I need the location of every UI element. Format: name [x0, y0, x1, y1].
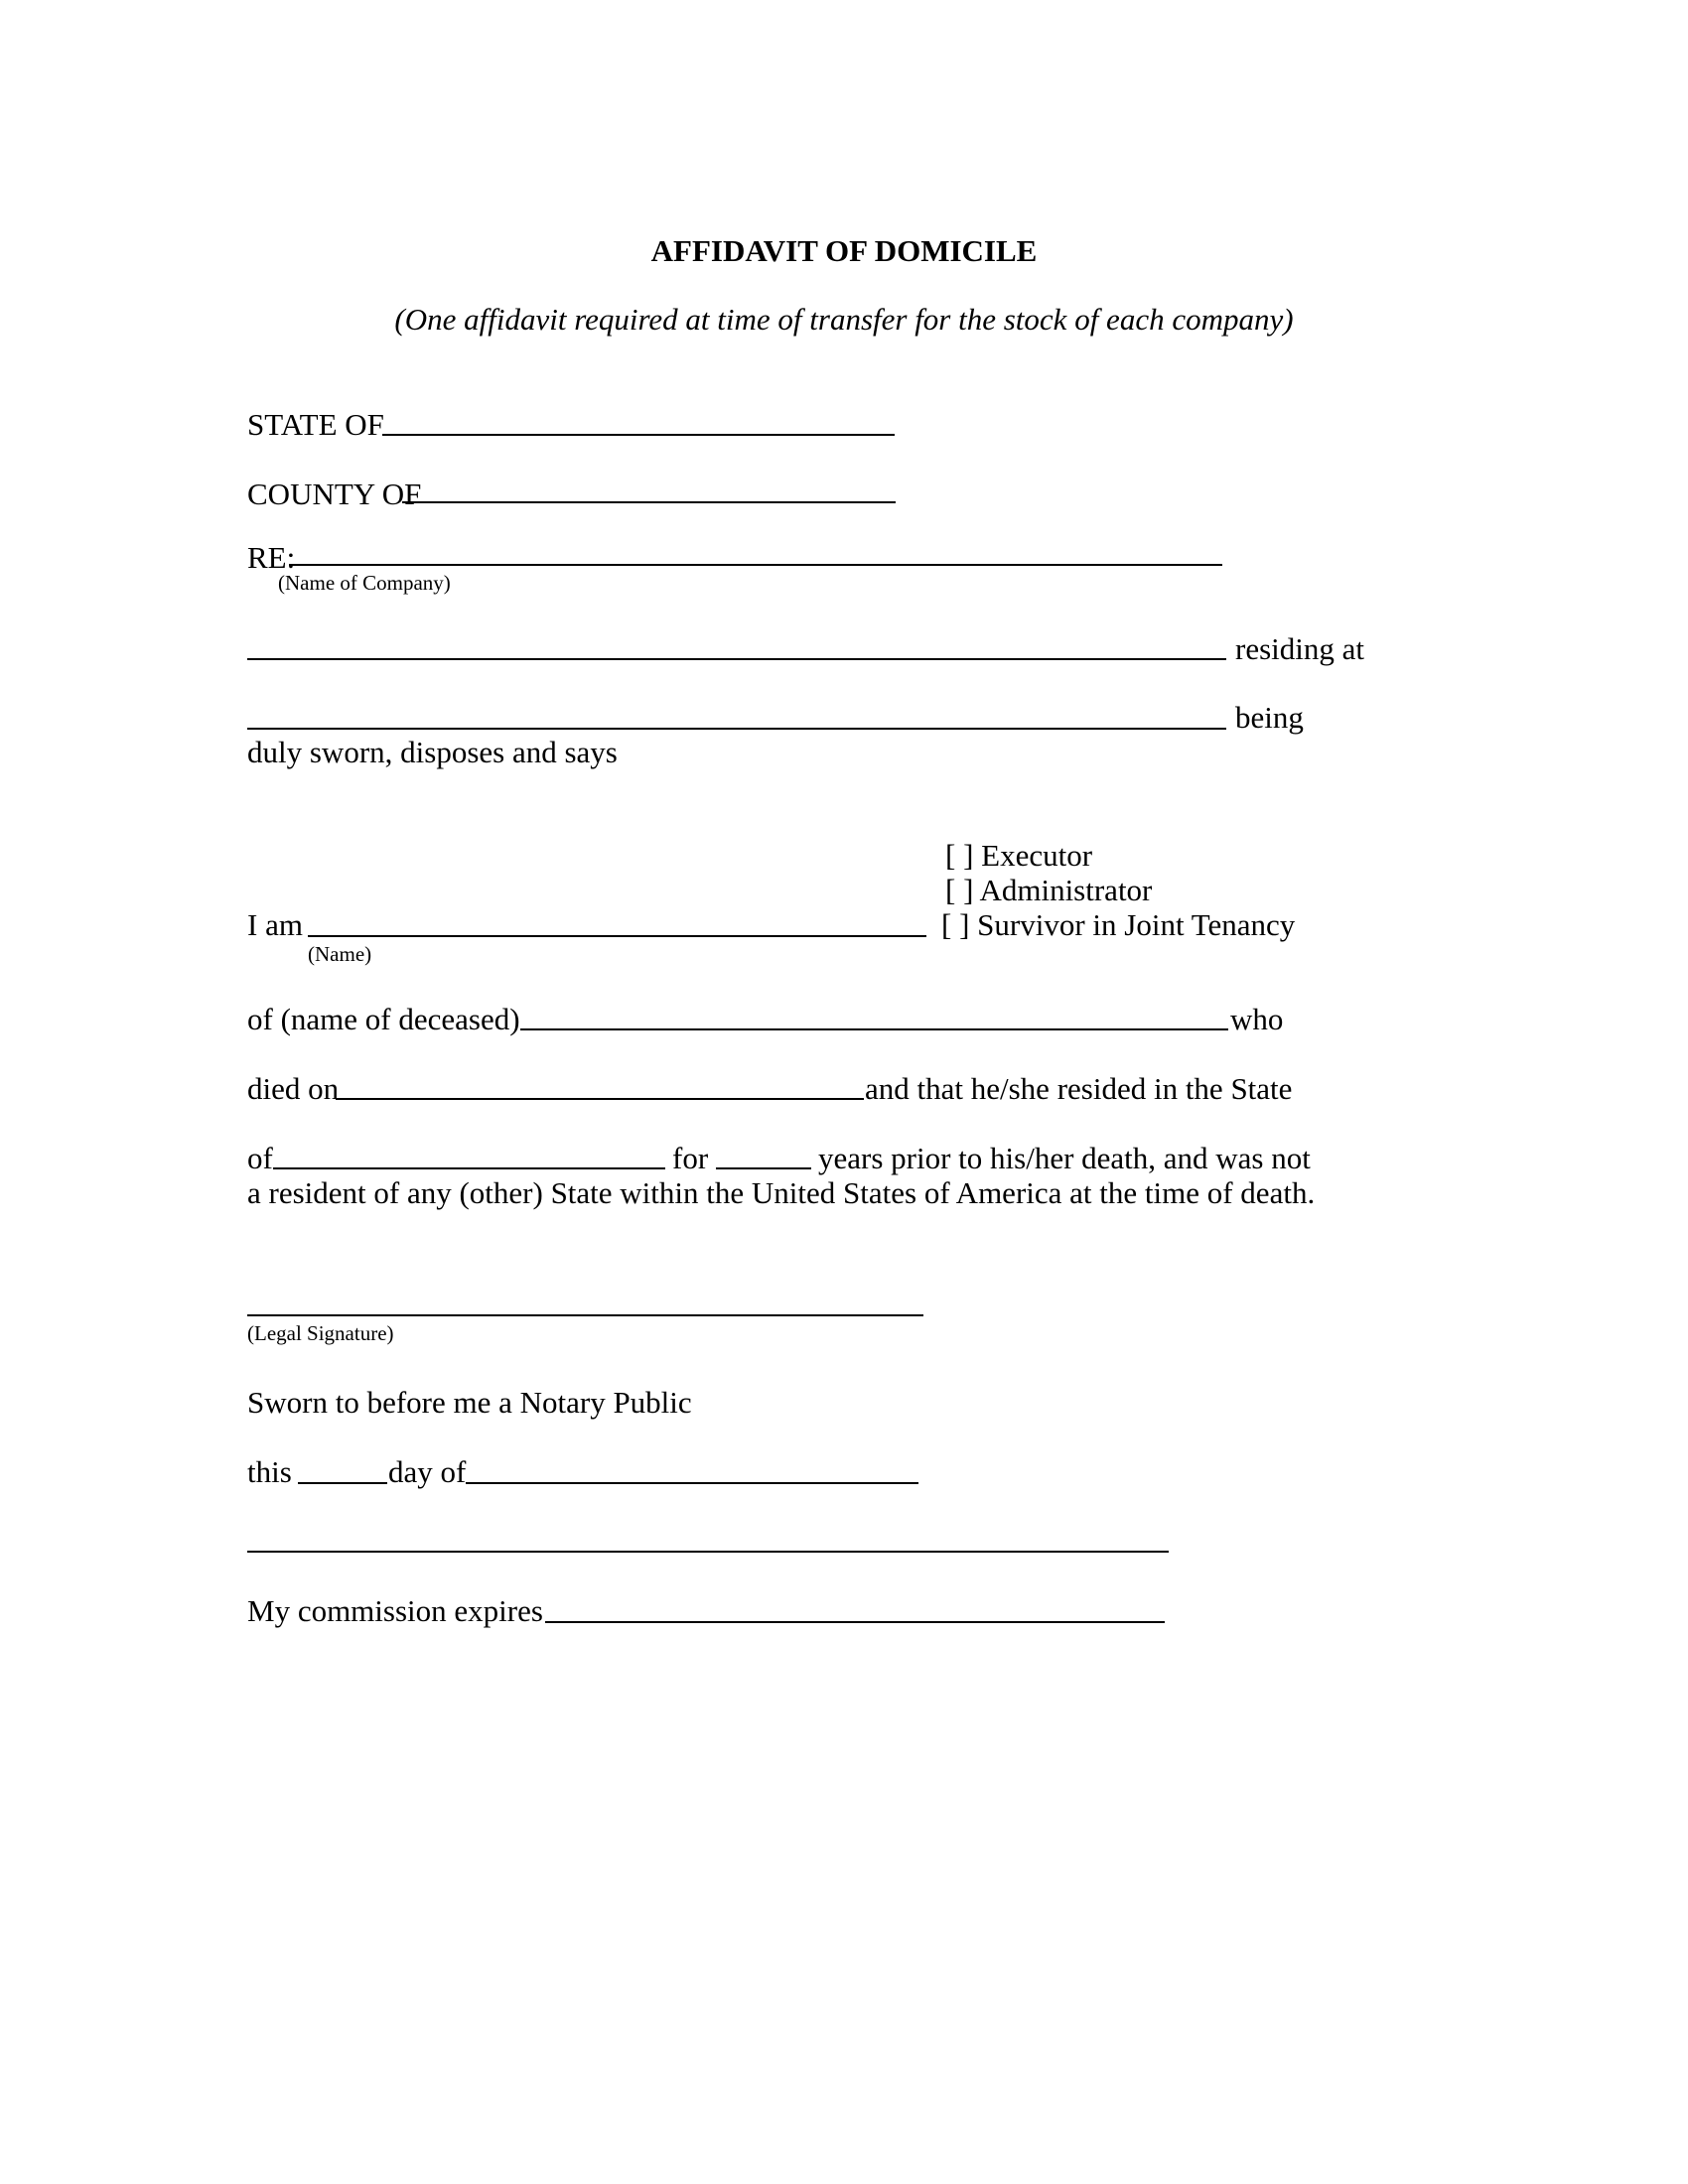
survivor-checkbox[interactable]: [ ]	[941, 907, 970, 942]
sworn-line: duly sworn, disposes and says	[247, 735, 618, 769]
residing-label: residing at	[1235, 631, 1364, 666]
survivor-label: Survivor in Joint Tenancy	[977, 907, 1296, 942]
county-field[interactable]	[402, 501, 896, 503]
affiant-name-field[interactable]	[247, 658, 1226, 660]
years-field[interactable]	[716, 1167, 811, 1169]
commission-label: My commission expires	[247, 1593, 543, 1628]
resident-line: a resident of any (other) State within the United States of America at the time of death.	[247, 1175, 1316, 1210]
option-administrator[interactable]	[945, 875, 1152, 905]
for-label: for	[672, 1141, 709, 1175]
commission-expiry-field[interactable]	[545, 1621, 1165, 1623]
notary-signature-field[interactable]	[247, 1551, 1169, 1553]
death-date-field[interactable]	[336, 1098, 864, 1100]
executor-label: Executor	[981, 838, 1093, 873]
name-caption: (Name)	[308, 942, 372, 966]
company-caption: (Name of Company)	[278, 571, 451, 595]
i-am-label: I am	[247, 907, 303, 942]
option-executor[interactable]	[945, 840, 1092, 871]
page-subtitle: (One affidavit required at time of transfer for the stock of each company)	[394, 302, 1294, 337]
month-year-field[interactable]	[466, 1482, 918, 1484]
address-field[interactable]	[247, 728, 1226, 730]
resided-label: and that he/she resided in the State	[865, 1071, 1293, 1106]
option-survivor[interactable]	[941, 909, 1295, 940]
county-label: COUNTY OF	[247, 477, 422, 511]
day-field[interactable]	[298, 1482, 387, 1484]
died-on-label: died on	[247, 1071, 340, 1106]
who-label: who	[1230, 1002, 1284, 1036]
day-of-label: day of	[388, 1454, 467, 1489]
state-field[interactable]	[382, 434, 895, 436]
state-label: STATE OF	[247, 407, 384, 442]
deceased-label: of (name of deceased)	[247, 1002, 520, 1036]
company-name-field[interactable]	[289, 564, 1222, 566]
notary-line: Sworn to before me a Notary Public	[247, 1385, 692, 1420]
years-label: years prior to his/her death, and was not	[818, 1141, 1311, 1175]
deceased-name-field[interactable]	[520, 1028, 1228, 1030]
legal-signature-field[interactable]	[247, 1314, 923, 1316]
administrator-checkbox[interactable]: [ ]	[945, 873, 974, 907]
this-label: this	[247, 1454, 292, 1489]
resided-state-field[interactable]	[273, 1167, 665, 1169]
signature-caption: (Legal Signature)	[247, 1321, 394, 1345]
being-label: being	[1235, 700, 1304, 735]
re-label: RE:	[247, 540, 296, 575]
page-title: AFFIDAVIT OF DOMICILE	[650, 233, 1038, 268]
executor-checkbox[interactable]: [ ]	[945, 838, 974, 873]
i-am-name-field[interactable]	[308, 935, 926, 937]
of-label: of	[247, 1141, 273, 1175]
administrator-label: Administrator	[979, 873, 1153, 907]
